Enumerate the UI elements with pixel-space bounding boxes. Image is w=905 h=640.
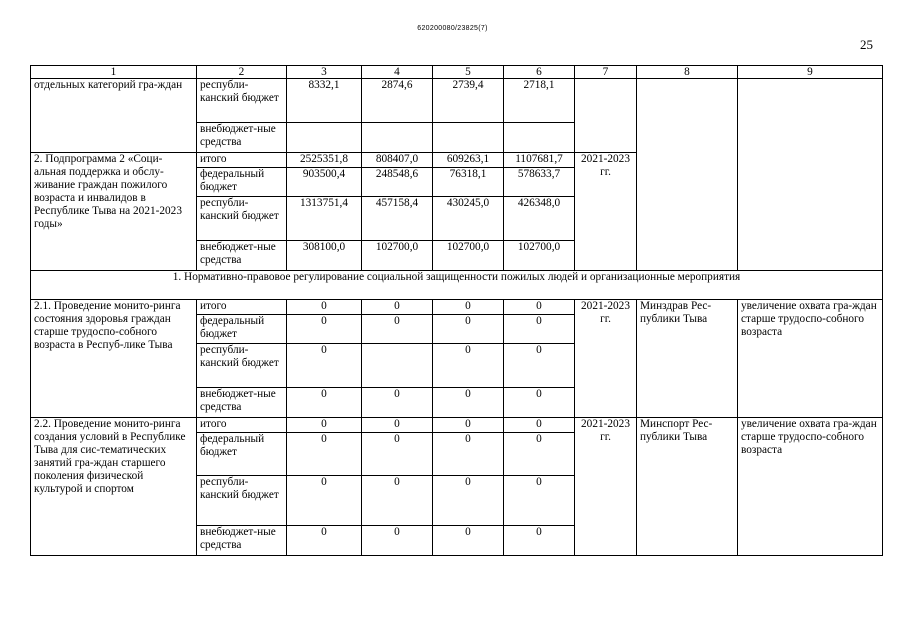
period-cell [575, 79, 637, 153]
value-cell: 0 [504, 433, 575, 476]
value-cell: 0 [504, 344, 575, 388]
section-title: 1. Нормативно-правовое регулирование социальной защищенности пожилых людей и организационные мероприятия [31, 271, 883, 300]
value-cell: 308100,0 [287, 241, 362, 271]
value-cell: 102700,0 [504, 241, 575, 271]
value-cell: 426348,0 [504, 197, 575, 241]
value-cell [287, 123, 362, 153]
subprogram-name: 2. Подпрограмма 2 «Соци-альная поддержка и обслу-живание граждан пожилого возраста и инвалидов в Республике Тыва на 2021-2023 годы» [31, 153, 197, 271]
funding-source: внебюджет-ные средства [197, 526, 287, 556]
funding-source: республи-канский бюджет [197, 79, 287, 123]
result-cell: увеличение охвата гра-ждан старше трудоспо-собного возраста [738, 300, 883, 418]
page-number: 25 [860, 37, 873, 52]
value-cell [362, 123, 433, 153]
value-cell: 2718,1 [504, 79, 575, 123]
col-header: 1 [31, 66, 197, 79]
col-header: 2 [197, 66, 287, 79]
result-cell: увеличение охвата гра-ждан старше трудоспо-собного возраста [738, 418, 883, 556]
value-cell: 0 [362, 315, 433, 344]
col-header: 5 [433, 66, 504, 79]
value-cell: 2525351,8 [287, 153, 362, 168]
value-cell: 0 [362, 388, 433, 418]
table-row [31, 300, 883, 315]
period-cell: 2021-2023 гг. [575, 300, 637, 418]
funding-source: федеральный бюджет [197, 433, 287, 476]
funding-source: внебюджет-ные средства [197, 123, 287, 153]
value-cell: 0 [362, 433, 433, 476]
document-id: 620200080/23825(7) [417, 25, 488, 32]
value-cell: 0 [433, 300, 504, 315]
value-cell: 1313751,4 [287, 197, 362, 241]
value-cell: 8332,1 [287, 79, 362, 123]
funding-source: федеральный бюджет [197, 168, 287, 197]
value-cell: 0 [504, 418, 575, 433]
value-cell: 0 [287, 418, 362, 433]
funding-source: федеральный бюджет [197, 315, 287, 344]
funding-source: республи-канский бюджет [197, 197, 287, 241]
value-cell: 578633,7 [504, 168, 575, 197]
value-cell: 0 [504, 476, 575, 526]
col-header: 6 [504, 66, 575, 79]
funding-source: внебюджет-ные средства [197, 388, 287, 418]
value-cell [433, 123, 504, 153]
value-cell: 0 [362, 526, 433, 556]
value-cell: 76318,1 [433, 168, 504, 197]
value-cell: 0 [433, 476, 504, 526]
col-header: 7 [575, 66, 637, 79]
value-cell: 0 [362, 418, 433, 433]
value-cell: 0 [287, 433, 362, 476]
value-cell: 102700,0 [433, 241, 504, 271]
period-cell: 2021-2023 гг. [575, 418, 637, 556]
value-cell: 0 [433, 433, 504, 476]
value-cell: 0 [504, 315, 575, 344]
funding-source: итого [197, 300, 287, 315]
activity-name: 2.2. Проведение монито-ринга создания условий в Республике Тыва для сис-тематических занятий гра-ждан старшего поколения физической культурой и спортом [31, 418, 197, 556]
value-cell: 0 [433, 344, 504, 388]
value-cell: 0 [433, 418, 504, 433]
funding-source: итого [197, 153, 287, 168]
executor-cell [637, 79, 738, 271]
value-cell: 1107681,7 [504, 153, 575, 168]
col-header: 8 [637, 66, 738, 79]
value-cell: 2874,6 [362, 79, 433, 123]
executor-cell: Минздрав Рес-публики Тыва [637, 300, 738, 418]
value-cell: 0 [362, 300, 433, 315]
value-cell: 0 [504, 526, 575, 556]
value-cell: 2739,4 [433, 79, 504, 123]
section-row [31, 271, 883, 300]
value-cell: 0 [433, 315, 504, 344]
value-cell: 430245,0 [433, 197, 504, 241]
value-cell [504, 123, 575, 153]
funding-source: внебюджет-ные средства [197, 241, 287, 271]
program-table [30, 65, 883, 556]
col-header: 4 [362, 66, 433, 79]
value-cell: 0 [287, 344, 362, 388]
value-cell: 609263,1 [433, 153, 504, 168]
value-cell: 0 [362, 476, 433, 526]
value-cell: 457158,4 [362, 197, 433, 241]
table-row [31, 79, 883, 123]
value-cell [362, 344, 433, 388]
value-cell: 102700,0 [362, 241, 433, 271]
value-cell: 0 [433, 526, 504, 556]
activity-name: 2.1. Проведение монито-ринга состояния здоровья граждан старше трудоспо-собного возраста в Респуб-лике Тыва [31, 300, 197, 418]
value-cell: 0 [433, 388, 504, 418]
period-cell: 2021-2023 гг. [575, 153, 637, 271]
executor-cell: Минспорт Рес-публики Тыва [637, 418, 738, 556]
funding-source: республи-канский бюджет [197, 344, 287, 388]
value-cell: 0 [504, 388, 575, 418]
value-cell: 808407,0 [362, 153, 433, 168]
activity-name: отдельных категорий гра-ждан [31, 79, 197, 153]
value-cell: 0 [287, 526, 362, 556]
value-cell: 0 [287, 315, 362, 344]
value-cell: 0 [504, 300, 575, 315]
value-cell: 248548,6 [362, 168, 433, 197]
column-number-row [31, 66, 883, 79]
col-header: 9 [738, 66, 883, 79]
value-cell: 903500,4 [287, 168, 362, 197]
value-cell: 0 [287, 388, 362, 418]
table-row [31, 418, 883, 433]
funding-source: итого [197, 418, 287, 433]
funding-source: республи-канский бюджет [197, 476, 287, 526]
value-cell: 0 [287, 476, 362, 526]
value-cell: 0 [287, 300, 362, 315]
result-cell [738, 79, 883, 271]
col-header: 3 [287, 66, 362, 79]
